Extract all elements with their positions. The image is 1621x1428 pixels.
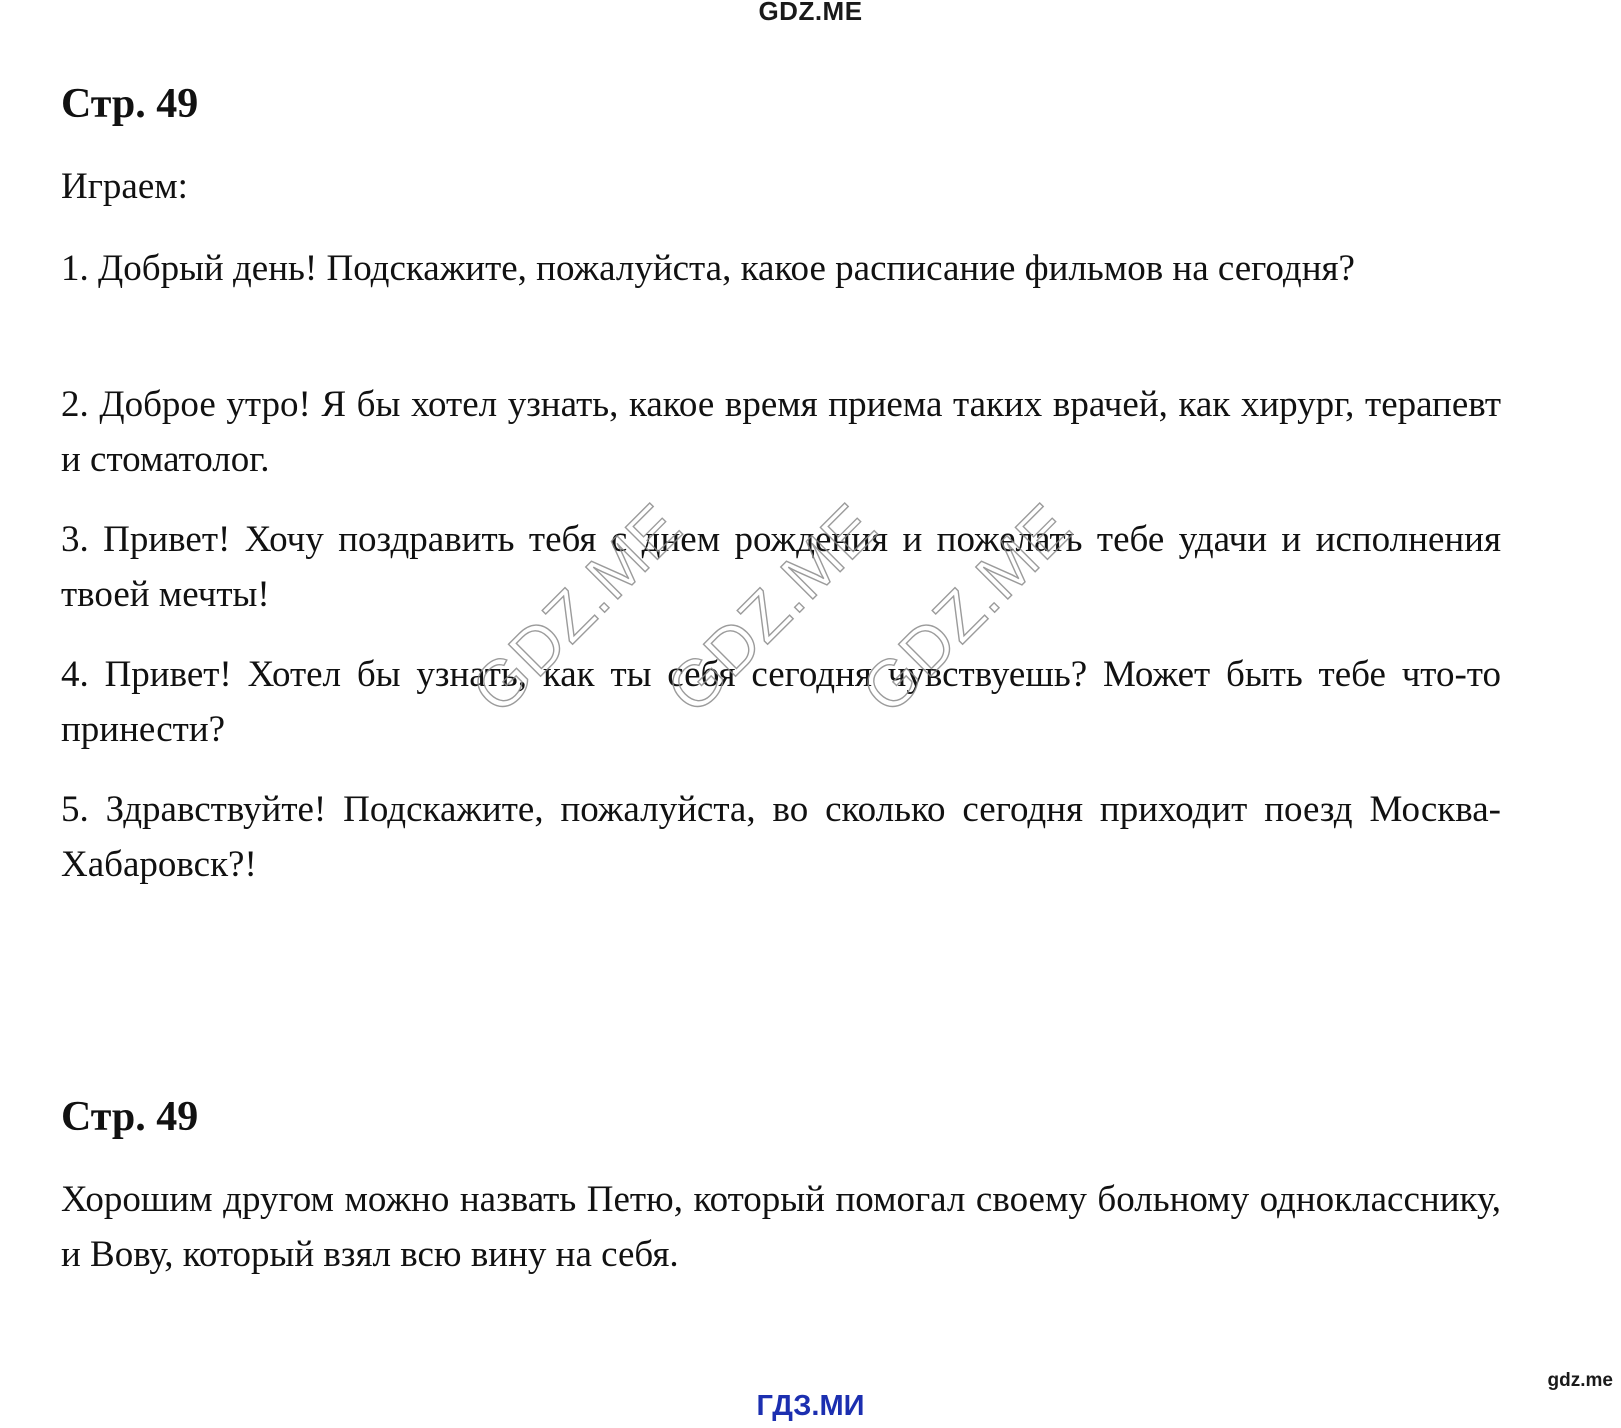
list-item-2: 2. Доброе утро! Я бы хотел узнать, какое время приема таких врачей, как хирург, терапевт и стоматолог.: [61, 384, 1501, 480]
list-item-5: 5. Здравствуйте! Подскажите, пожалуйста, во сколько сегодня приходит поезд Москва-Хабаровск?!: [61, 789, 1501, 885]
footer-brand: ГДЗ.МИ: [756, 1390, 865, 1422]
watermark-2: GDZ.ME: [652, 488, 891, 728]
section-1-intro: Играем:: [61, 166, 188, 207]
list-item-4: 4. Привет! Хотел бы узнать, как ты себя сегодня чувствуешь? Может быть тебе что-то принести?: [61, 654, 1501, 750]
header-brand: GDZ.ME: [758, 0, 863, 26]
section-2-body: Хорошим другом можно назвать Петю, который помогал своему больному однокласснику, и Вову, который взял всю вину на себя.: [61, 1179, 1501, 1275]
section-1-heading: Стр. 49: [61, 81, 199, 127]
list-item-3: 3. Привет! Хочу поздравить тебя с днем рождения и пожелать тебе удачи и исполнения твоей мечты!: [61, 519, 1501, 615]
corner-brand: gdz.me: [1547, 1370, 1613, 1391]
section-2-heading: Стр. 49: [61, 1094, 199, 1140]
watermark-3: GDZ.ME: [847, 488, 1086, 728]
list-item-1: 1. Добрый день! Подскажите, пожалуйста, какое расписание фильмов на сегодня?: [61, 248, 1355, 289]
watermark-1: GDZ.ME: [457, 488, 696, 728]
